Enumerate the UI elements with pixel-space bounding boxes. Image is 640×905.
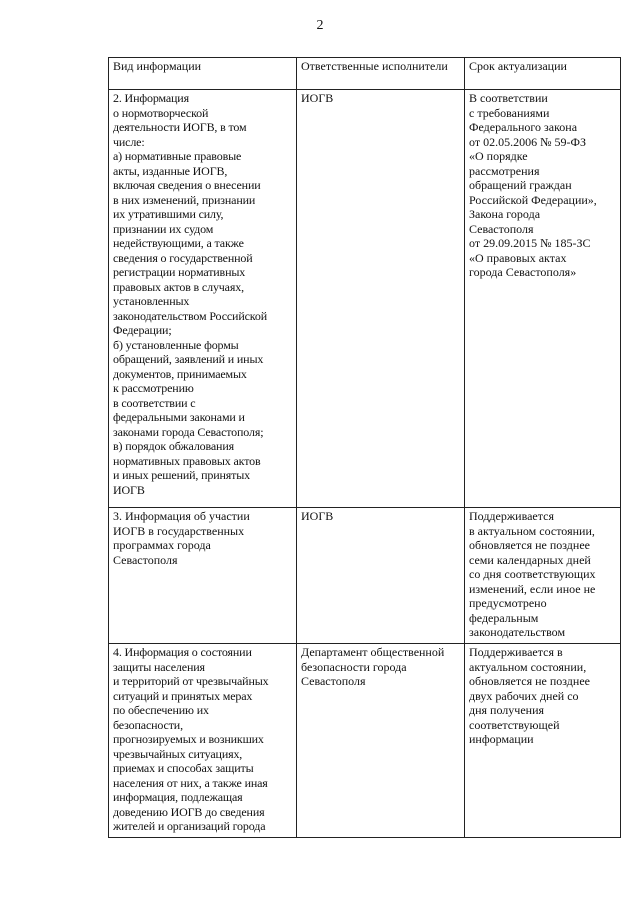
information-table: [108, 57, 621, 838]
text-line: нормативных правовых актов: [113, 453, 261, 468]
text-line: чрезвычайных ситуациях,: [113, 746, 243, 761]
update-term-cell: [465, 644, 621, 838]
text-line: обращений граждан: [469, 178, 572, 192]
text-line: соответствующей: [469, 717, 560, 732]
header-executors: Ответственные исполнители: [297, 58, 465, 90]
text-line: и территорий от чрезвычайных: [113, 674, 269, 688]
text-line: приемах и способах защиты: [113, 761, 254, 775]
text-line: числе:: [113, 134, 145, 149]
text-line: Севастополя: [469, 221, 534, 236]
text-line: 4. Информация о состоянии: [113, 645, 252, 659]
text-line: признании их судом: [113, 221, 214, 236]
text-line: Департамент общественной: [301, 645, 445, 659]
text-line: включая сведения о внесении: [113, 178, 261, 192]
text-line: и иных решений, принятых: [113, 468, 250, 482]
text-line: с требованиями: [469, 105, 550, 120]
info-type-text: [113, 91, 292, 497]
text-line: их утратившими силу,: [113, 207, 224, 221]
info-type-text: [113, 509, 292, 567]
info-type-cell: [109, 90, 297, 508]
info-type-cell: [109, 508, 297, 644]
text-line: 2. Информация: [113, 91, 189, 105]
text-line: 3. Информация об участии: [113, 509, 250, 523]
text-line: по обеспечению их: [113, 703, 209, 717]
text-line: законодательством: [469, 625, 566, 639]
text-line: доведению ИОГВ до сведения: [113, 804, 265, 819]
text-line: ИОГВ: [301, 91, 334, 105]
text-line: информация, подлежащая: [113, 790, 243, 804]
page-number: 2: [316, 18, 324, 33]
executor-text: [301, 509, 460, 524]
text-line: населения от них, а также иная: [113, 775, 268, 790]
text-line: информации: [469, 732, 534, 746]
text-line: б) установленные формы: [113, 337, 239, 352]
text-line: недействующими, а также: [113, 236, 244, 250]
text-line: к рассмотрению: [113, 381, 194, 395]
text-line: программах города: [113, 538, 211, 552]
text-line: Федерации;: [113, 323, 172, 337]
executor-text: [301, 91, 460, 106]
update-term-cell: [465, 508, 621, 644]
text-line: в актуальном состоянии,: [469, 523, 595, 538]
text-line: от 02.05.2006 № 59-ФЗ: [469, 134, 587, 149]
text-line: семи календарных дней: [469, 552, 591, 567]
text-line: обновляется не позднее: [469, 538, 590, 552]
text-line: Поддерживается в: [469, 645, 563, 659]
text-line: предусмотрено: [469, 596, 547, 610]
text-line: В соответствии: [469, 91, 548, 105]
table-row: [109, 90, 621, 508]
text-line: ИОГВ: [301, 509, 334, 523]
info-type-text: [113, 645, 292, 834]
text-line: города Севастополя»: [469, 265, 577, 279]
text-line: сведения о государственной: [113, 250, 253, 265]
text-line: правовых актов в случаях,: [113, 279, 244, 294]
text-line: изменений, если иное не: [469, 581, 596, 596]
text-line: «О правовых актах: [469, 250, 567, 265]
text-line: федеральным: [469, 610, 539, 625]
text-line: от 29.09.2015 № 185-ЗС: [469, 236, 591, 250]
text-line: ИОГВ в государственных: [113, 523, 245, 538]
text-line: федеральными законами и: [113, 410, 245, 424]
text-line: Поддерживается: [469, 509, 554, 523]
text-line: обновляется не позднее: [469, 674, 590, 688]
table-header-row: [109, 58, 621, 90]
text-line: акты, изданные ИОГВ,: [113, 163, 228, 178]
text-line: о нормотворческой: [113, 105, 209, 120]
executor-cell: [297, 90, 465, 508]
text-line: со дня соответствующих: [469, 567, 596, 581]
text-line: «О порядке: [469, 149, 528, 163]
text-line: Федерального закона: [469, 120, 578, 134]
table-row: [109, 644, 621, 838]
text-line: ИОГВ: [113, 482, 145, 497]
text-line: Севастополя: [113, 552, 178, 567]
text-line: в) порядок обжалования: [113, 439, 234, 453]
text-line: а) нормативные правовые: [113, 149, 242, 163]
text-line: рассмотрения: [469, 163, 540, 178]
text-line: документов, принимаемых: [113, 366, 247, 381]
text-line: установленных: [113, 294, 190, 308]
text-line: обращений, заявлений и иных: [113, 352, 264, 366]
table-row: [109, 508, 621, 644]
header-update-term: Срок актуализации: [465, 58, 621, 90]
text-line: актуальном состоянии,: [469, 659, 587, 674]
update-term-text: [469, 91, 616, 280]
executor-cell: [297, 644, 465, 838]
update-term-text: [469, 645, 616, 747]
executor-cell: [297, 508, 465, 644]
text-line: защиты населения: [113, 659, 205, 674]
header-info-type: Вид информации: [109, 58, 297, 90]
text-line: законодательством Российской: [113, 308, 267, 323]
text-line: дня получения: [469, 703, 545, 717]
text-line: Российской Федерации»,: [469, 192, 597, 207]
text-line: законами города Севастополя;: [113, 424, 264, 439]
text-line: Закона города: [469, 207, 541, 221]
text-line: безопасности города: [301, 659, 407, 674]
text-line: ситуаций и принятых мерах: [113, 688, 253, 703]
text-line: жителей и организаций города: [113, 819, 266, 833]
text-line: двух рабочих дней со: [469, 688, 579, 703]
update-term-text: [469, 509, 616, 640]
text-line: безопасности,: [113, 717, 183, 732]
text-line: деятельности ИОГВ, в том: [113, 120, 247, 134]
text-line: в них изменений, признании: [113, 192, 256, 207]
text-line: Севастополя: [301, 674, 366, 688]
update-term-cell: [465, 90, 621, 508]
text-line: в соответствии с: [113, 395, 196, 410]
info-type-cell: [109, 644, 297, 838]
text-line: прогнозируемых и возникших: [113, 732, 264, 746]
executor-text: [301, 645, 460, 689]
text-line: регистрации нормативных: [113, 265, 246, 279]
